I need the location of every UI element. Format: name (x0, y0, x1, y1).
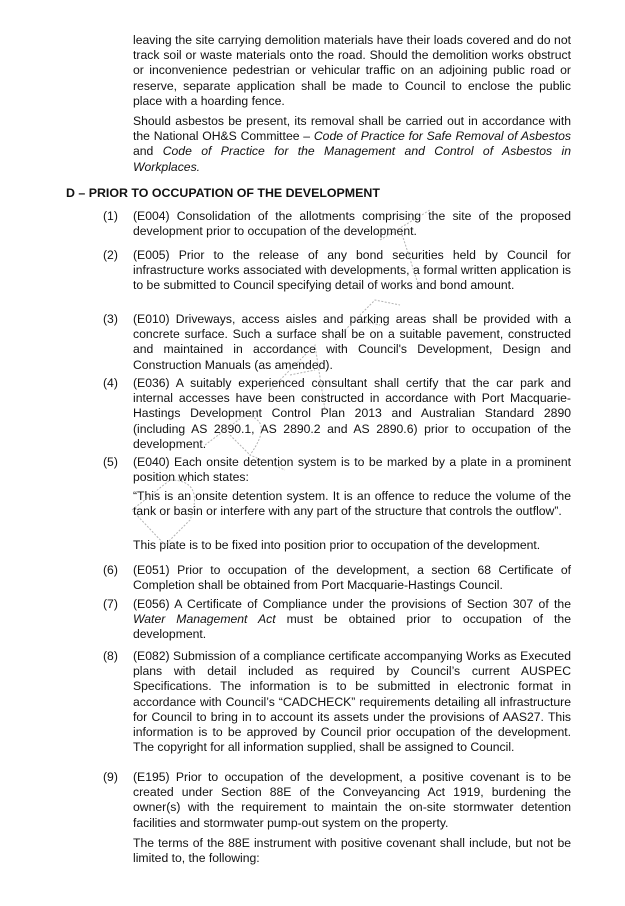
item-after-5: This plate is to be fixed into position prior to occupation of the development. (133, 538, 541, 552)
item-7-text-a: (E056) A Certificate of Compliance under the provisions of Section 307 of the (133, 597, 571, 611)
item-text-1: (E004) Consolidation of the allotments comprising the site of the proposed development prior to occupation of the development. (133, 209, 571, 239)
asbestos-text-c: and (133, 144, 163, 159)
item-number-8: (8) (103, 649, 118, 663)
section-heading: D – PRIOR TO OCCUPATION OF THE DEVELOPMENT (66, 186, 380, 200)
item-quote-5: “This is an onsite detention system. It is an offence to reduce the volume of the tank or basin or interfere with any part of the structure that controls the outflow”. (133, 489, 571, 519)
item-number-1: (1) (103, 209, 118, 223)
item-text-7 (133, 597, 571, 643)
item-text-2: (E005) Prior to the release of any bond securities held by Council for infrastructure works associated with developments, a formal written application is to be submitted to Council specifying detail of works and bond amount. (133, 248, 571, 293)
item-text-6: (E051) Prior to occupation of the development, a section 68 Certificate of Completion shall be obtained from Port Macquarie-Hastings Council. (133, 563, 571, 593)
intro-paragraph-demolition: leaving the site carrying demolition materials have their loads covered and do not track soil or waste materials onto the road. Should the demolition works obstruct or inconvenience pedestrian or vehicular traffic on an adjoining public road or reserve, separate application shall be made to Council to enclose the public place with a hoarding fence. (133, 33, 571, 108)
asbestos-code-2: Code of Practice for the Management and Control of Asbestos in Workplaces. (133, 144, 571, 174)
item-text-9: (E195) Prior to occupation of the development, a positive covenant is to be created under Section 88E of the Conveyancing Act 1919, burdening the owner(s) with the requirement to maintain the on-site stormwater detention facilities and stormwater pump-out system on the property. (133, 770, 571, 830)
item-text-8: (E082) Submission of a compliance certificate accompanying Works as Executed plans with detail included as required by Council’s current AUSPEC Specifications. The information is to be submitted in electronic format in accordance with Council’s “CADCHECK” requirements detailing all infrastructure for Council to bring in to account its assets under the provisions of AAS27. This information is to be approved by Council prior occupation of the development. The copyright for all information supplied, shall be assigned to Council. (133, 649, 571, 755)
item-number-2: (2) (103, 248, 118, 262)
item-number-4: (4) (103, 376, 118, 390)
item-text-5: (E040) Each onsite detention system is to be marked by a plate in a prominent position which states: (133, 455, 571, 485)
asbestos-code-1: Code of Practice for Safe Removal of Asbestos (313, 129, 571, 144)
item-7-act-name: Water Management Act (133, 612, 276, 627)
item-text-3: (E010) Driveways, access aisles and parking areas shall be provided with a concrete surface. Such a surface shall be on a suitable pavement, constructed and maintained in accordance with Council's Development, Design and Construction Manuals (as amended). (133, 312, 571, 372)
item-number-9: (9) (103, 770, 118, 784)
item-number-6: (6) (103, 563, 118, 577)
item-number-3: (3) (103, 312, 118, 326)
item-number-5: (5) (103, 455, 118, 469)
item-number-7: (7) (103, 597, 118, 611)
intro-paragraph-asbestos (133, 114, 571, 175)
item-text-4: (E036) A suitably experienced consultant shall certify that the car park and internal accesses have been constructed in accordance with Port Macquarie-Hastings Development Control Plan 2013 and Australian Standard 2890 (including AS 2890.1, AS 2890.2 and AS 2890.6) prior to occupation of the development. (133, 376, 571, 451)
item-after-9: The terms of the 88E instrument with positive covenant shall include, but not be limited to, the following: (133, 836, 571, 866)
asbestos-text-a: Should asbestos be present, its removal shall be carried out in accordance with the National OH&S Committee – (133, 114, 571, 144)
item-7-text-c: must be obtained prior to occupation of the development. (133, 612, 571, 642)
